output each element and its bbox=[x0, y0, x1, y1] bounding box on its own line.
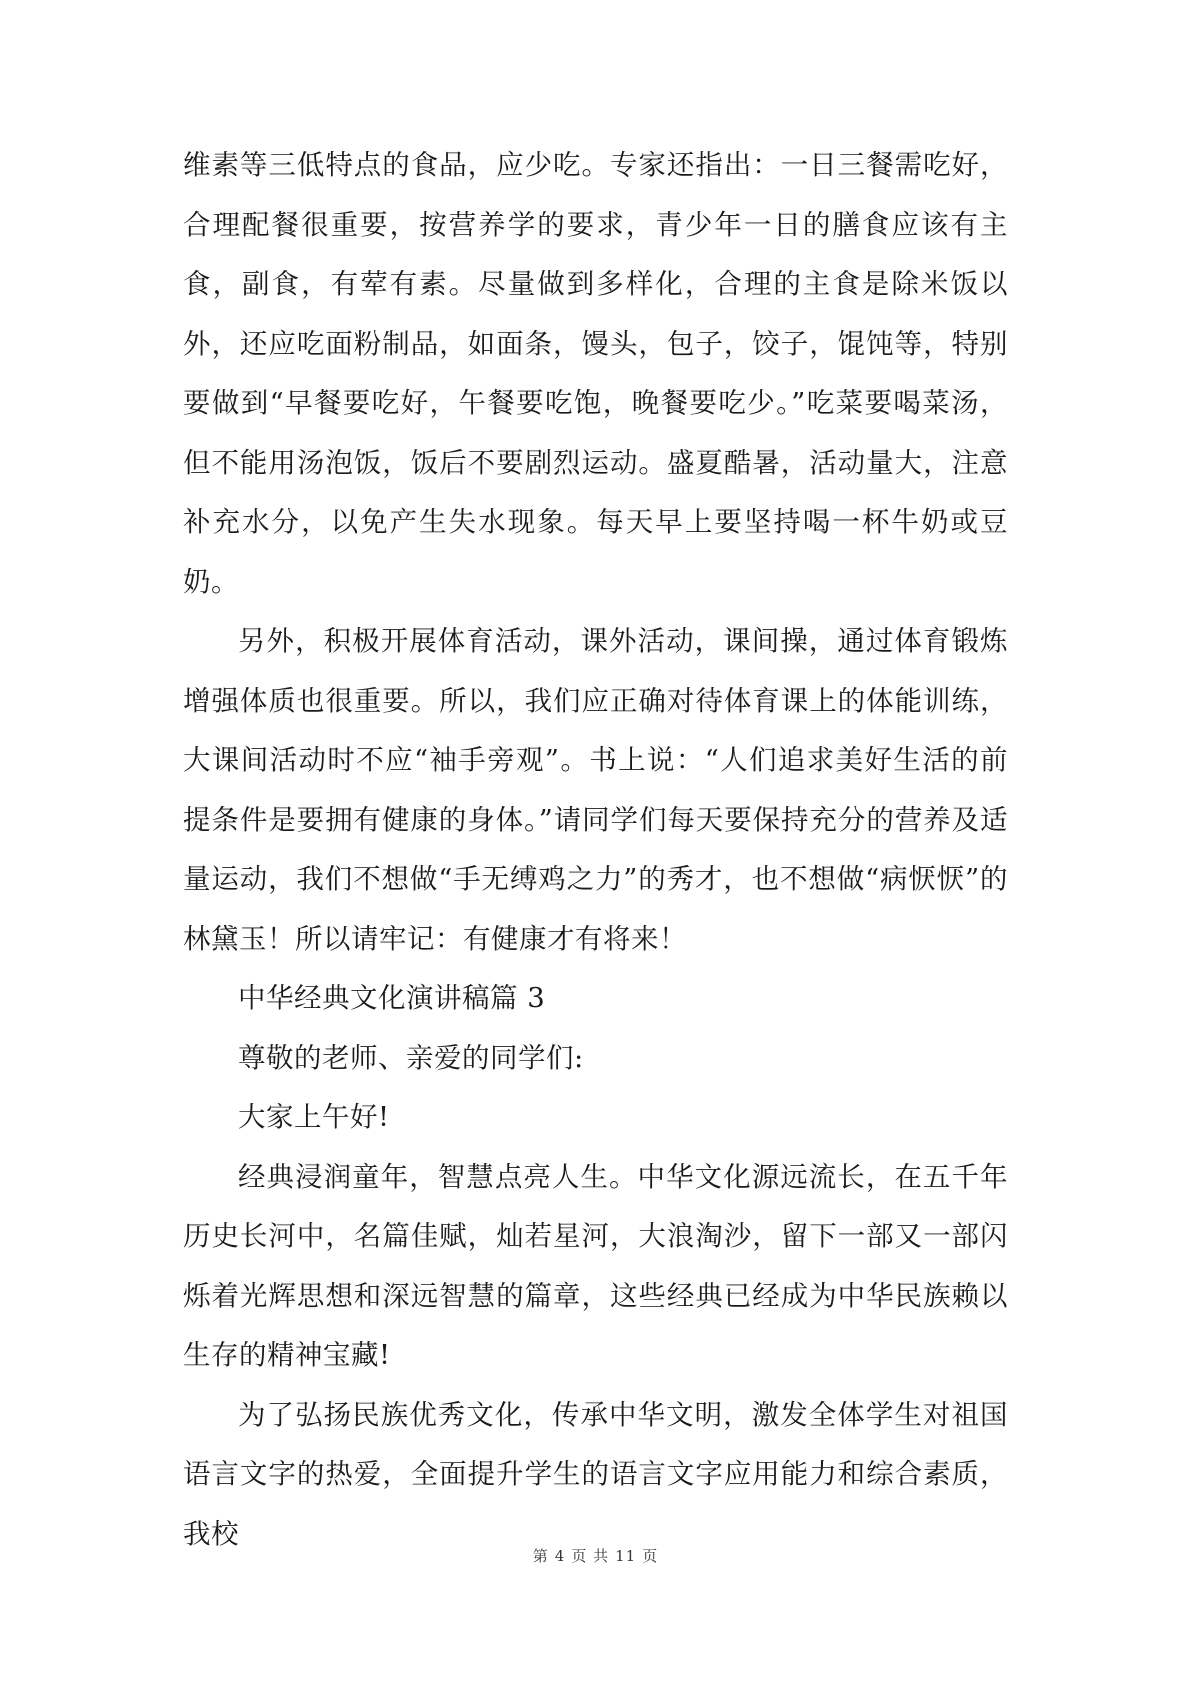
document-body bbox=[183, 136, 1008, 1564]
section-heading: 中华经典文化演讲稿篇 3 bbox=[238, 982, 546, 1014]
footer-suffix: 页 bbox=[642, 1547, 659, 1565]
salutation: 尊敬的老师、亲爱的同学们: bbox=[238, 1041, 584, 1074]
paragraph-continued: 维素等三低特点的食品，应少吃。专家还指出：一日三餐需吃好，合理配餐很重要，按营养学的要求，青少年一日的膳食应该有主食，副食，有荤有素。尽量做到多样化，合理的主食是除米饭以外，还应吃面粉制品，如面条，馒头，包子，饺子，馄饨等，特别要做到“早餐要吃好，午餐要吃饱，晚餐要吃少。”吃菜要喝菜汤，但不能用汤泡饭，饭后不要剧烈运动。盛夏酷暑，活动量大，注意补充水分，以免产生失水现象。每天早上要坚持喝一杯牛奶或豆奶。 bbox=[183, 149, 1008, 598]
page-footer bbox=[0, 1545, 1191, 1566]
paragraph-classics: 经典浸润童年，智慧点亮人生。中华文化源远流长，在五千年历史长河中，名篇佳赋，灿若星河，大浪淘沙，留下一部又一部闪烁着光辉思想和深远智慧的篇章，这些经典已经成为中华民族赖以生存的精神宝藏! bbox=[183, 1160, 1008, 1371]
footer-page-number: 4 bbox=[554, 1547, 566, 1565]
paragraph-purpose: 为了弘扬民族优秀文化，传承中华文明，激发全体学生对祖国语言文字的热爱，全面提升学生的语言文字应用能力和综合素质，我校 bbox=[183, 1398, 1008, 1550]
footer-total-pages: 11 bbox=[615, 1547, 637, 1565]
footer-prefix: 第 bbox=[532, 1547, 549, 1565]
paragraph-exercise: 另外，积极开展体育活动，课外活动，课间操，通过体育锻炼增强体质也很重要。所以，我们应正确对待体育课上的体能训练，大课间活动时不应“袖手旁观”。书上说：“人们追求美好生活的前提条件是要拥有健康的身体。”请同学们每天要保持充分的营养及适量运动，我们不想做“手无缚鸡之力”的秀才，也不想做“病恹恹”的林黛玉！所以请牢记：有健康才有将来！ bbox=[183, 625, 1008, 955]
greeting: 大家上午好! bbox=[238, 1101, 390, 1133]
footer-middle: 页 共 bbox=[571, 1547, 610, 1565]
